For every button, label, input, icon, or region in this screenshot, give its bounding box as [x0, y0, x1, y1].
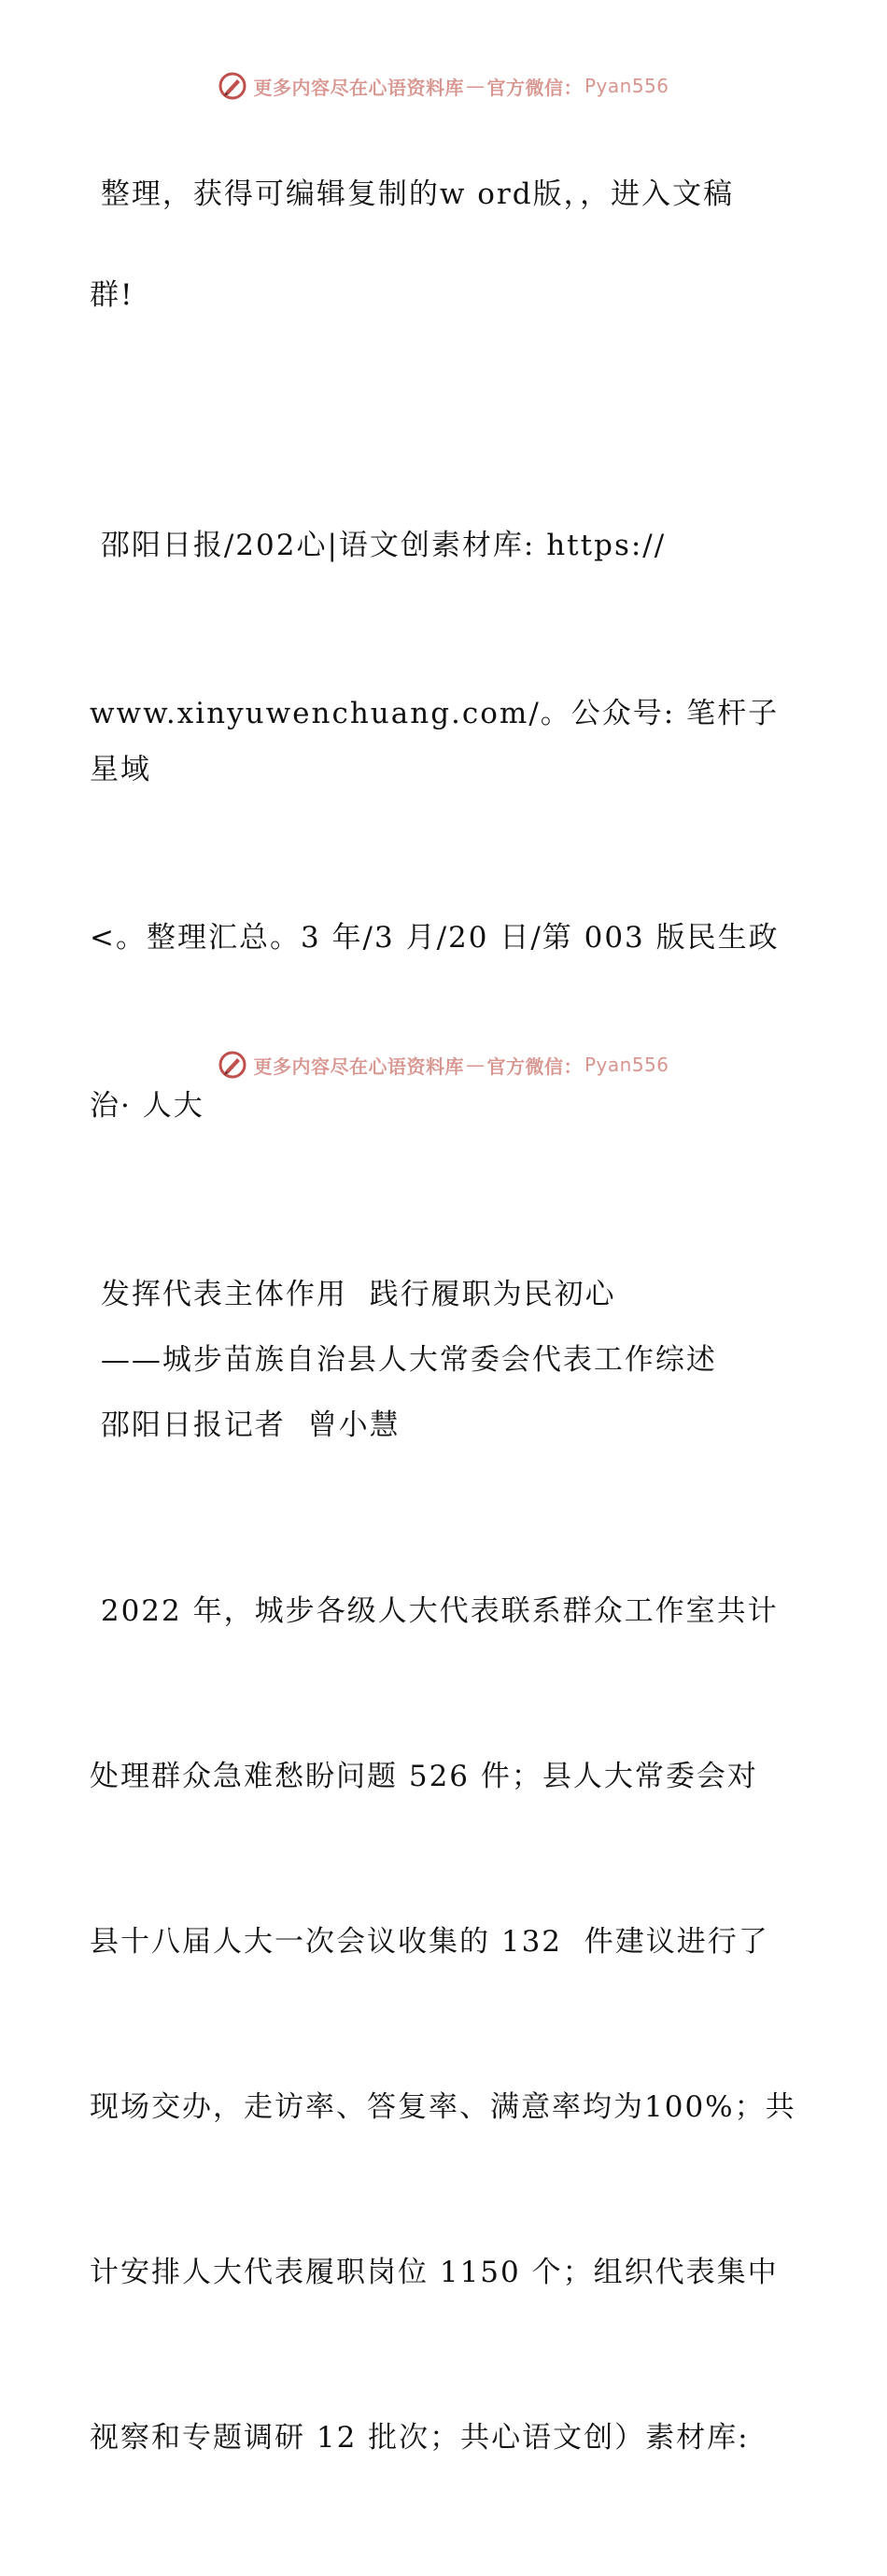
- text-line: 县十八届人大一次会议收集的 132 件建议进行了: [90, 1925, 769, 1959]
- pen-logo-icon: [218, 71, 247, 101]
- pen-logo-icon: [218, 1050, 247, 1080]
- text-line: <。整理汇总。3 年/3 月/20 日/第 003 版民生政: [90, 921, 780, 955]
- watermark-text: 更多内容尽在心语资料库: [253, 1054, 464, 1078]
- text-line: 计安排人大代表履职岗位 1150 个；组织代表集中: [90, 2256, 779, 2289]
- footer-watermark: [0, 1046, 887, 1083]
- intro-paragraph: [90, 110, 809, 379]
- headline: 发挥代表主体作用 践行履职为民初心: [90, 1278, 616, 1311]
- watermark-separator: —: [465, 75, 486, 97]
- text-line: 处理群众急难愁盼问题 526 件；县人大常委会对: [90, 1760, 758, 1793]
- watermark-separator: —: [465, 1054, 486, 1076]
- document-body: [90, 110, 809, 2576]
- text-line: www.xinyuwenchuang.com/。公众号: 笔杆子星域: [90, 697, 780, 786]
- text-line: 2022 年，城步各级人大代表联系群众工作室共计: [90, 1594, 779, 1628]
- source-paragraph: [90, 405, 809, 1246]
- header-watermark: [0, 67, 887, 105]
- watermark-text: 更多内容尽在心语资料库: [253, 76, 464, 99]
- watermark-id: Pyan556: [584, 1054, 669, 1076]
- watermark-official: 官方微信：: [486, 1054, 583, 1078]
- text-line: 邵阳日报/202心|语文创素材库: https://: [90, 529, 667, 562]
- text-line: 整理，获得可编辑复制的w ord版，，进入文稿: [90, 177, 735, 211]
- subtitle: ——城步苗族自治县人大常委会代表工作综述: [90, 1343, 717, 1377]
- text-line: 治· 人大: [90, 1089, 204, 1123]
- text-line: 视察和专题调研 12 批次；共心语文创）素材库:: [90, 2421, 750, 2455]
- byline: 邵阳日报记者 曾小慧: [90, 1408, 401, 1442]
- watermark-official: 官方微信：: [486, 76, 583, 99]
- text-line: 群!: [90, 278, 134, 312]
- text-line: 现场交办，走访率、答复率、满意率均为100%；共: [90, 2090, 796, 2124]
- main-paragraph: [90, 1474, 809, 2576]
- watermark-id: Pyan556: [584, 75, 669, 97]
